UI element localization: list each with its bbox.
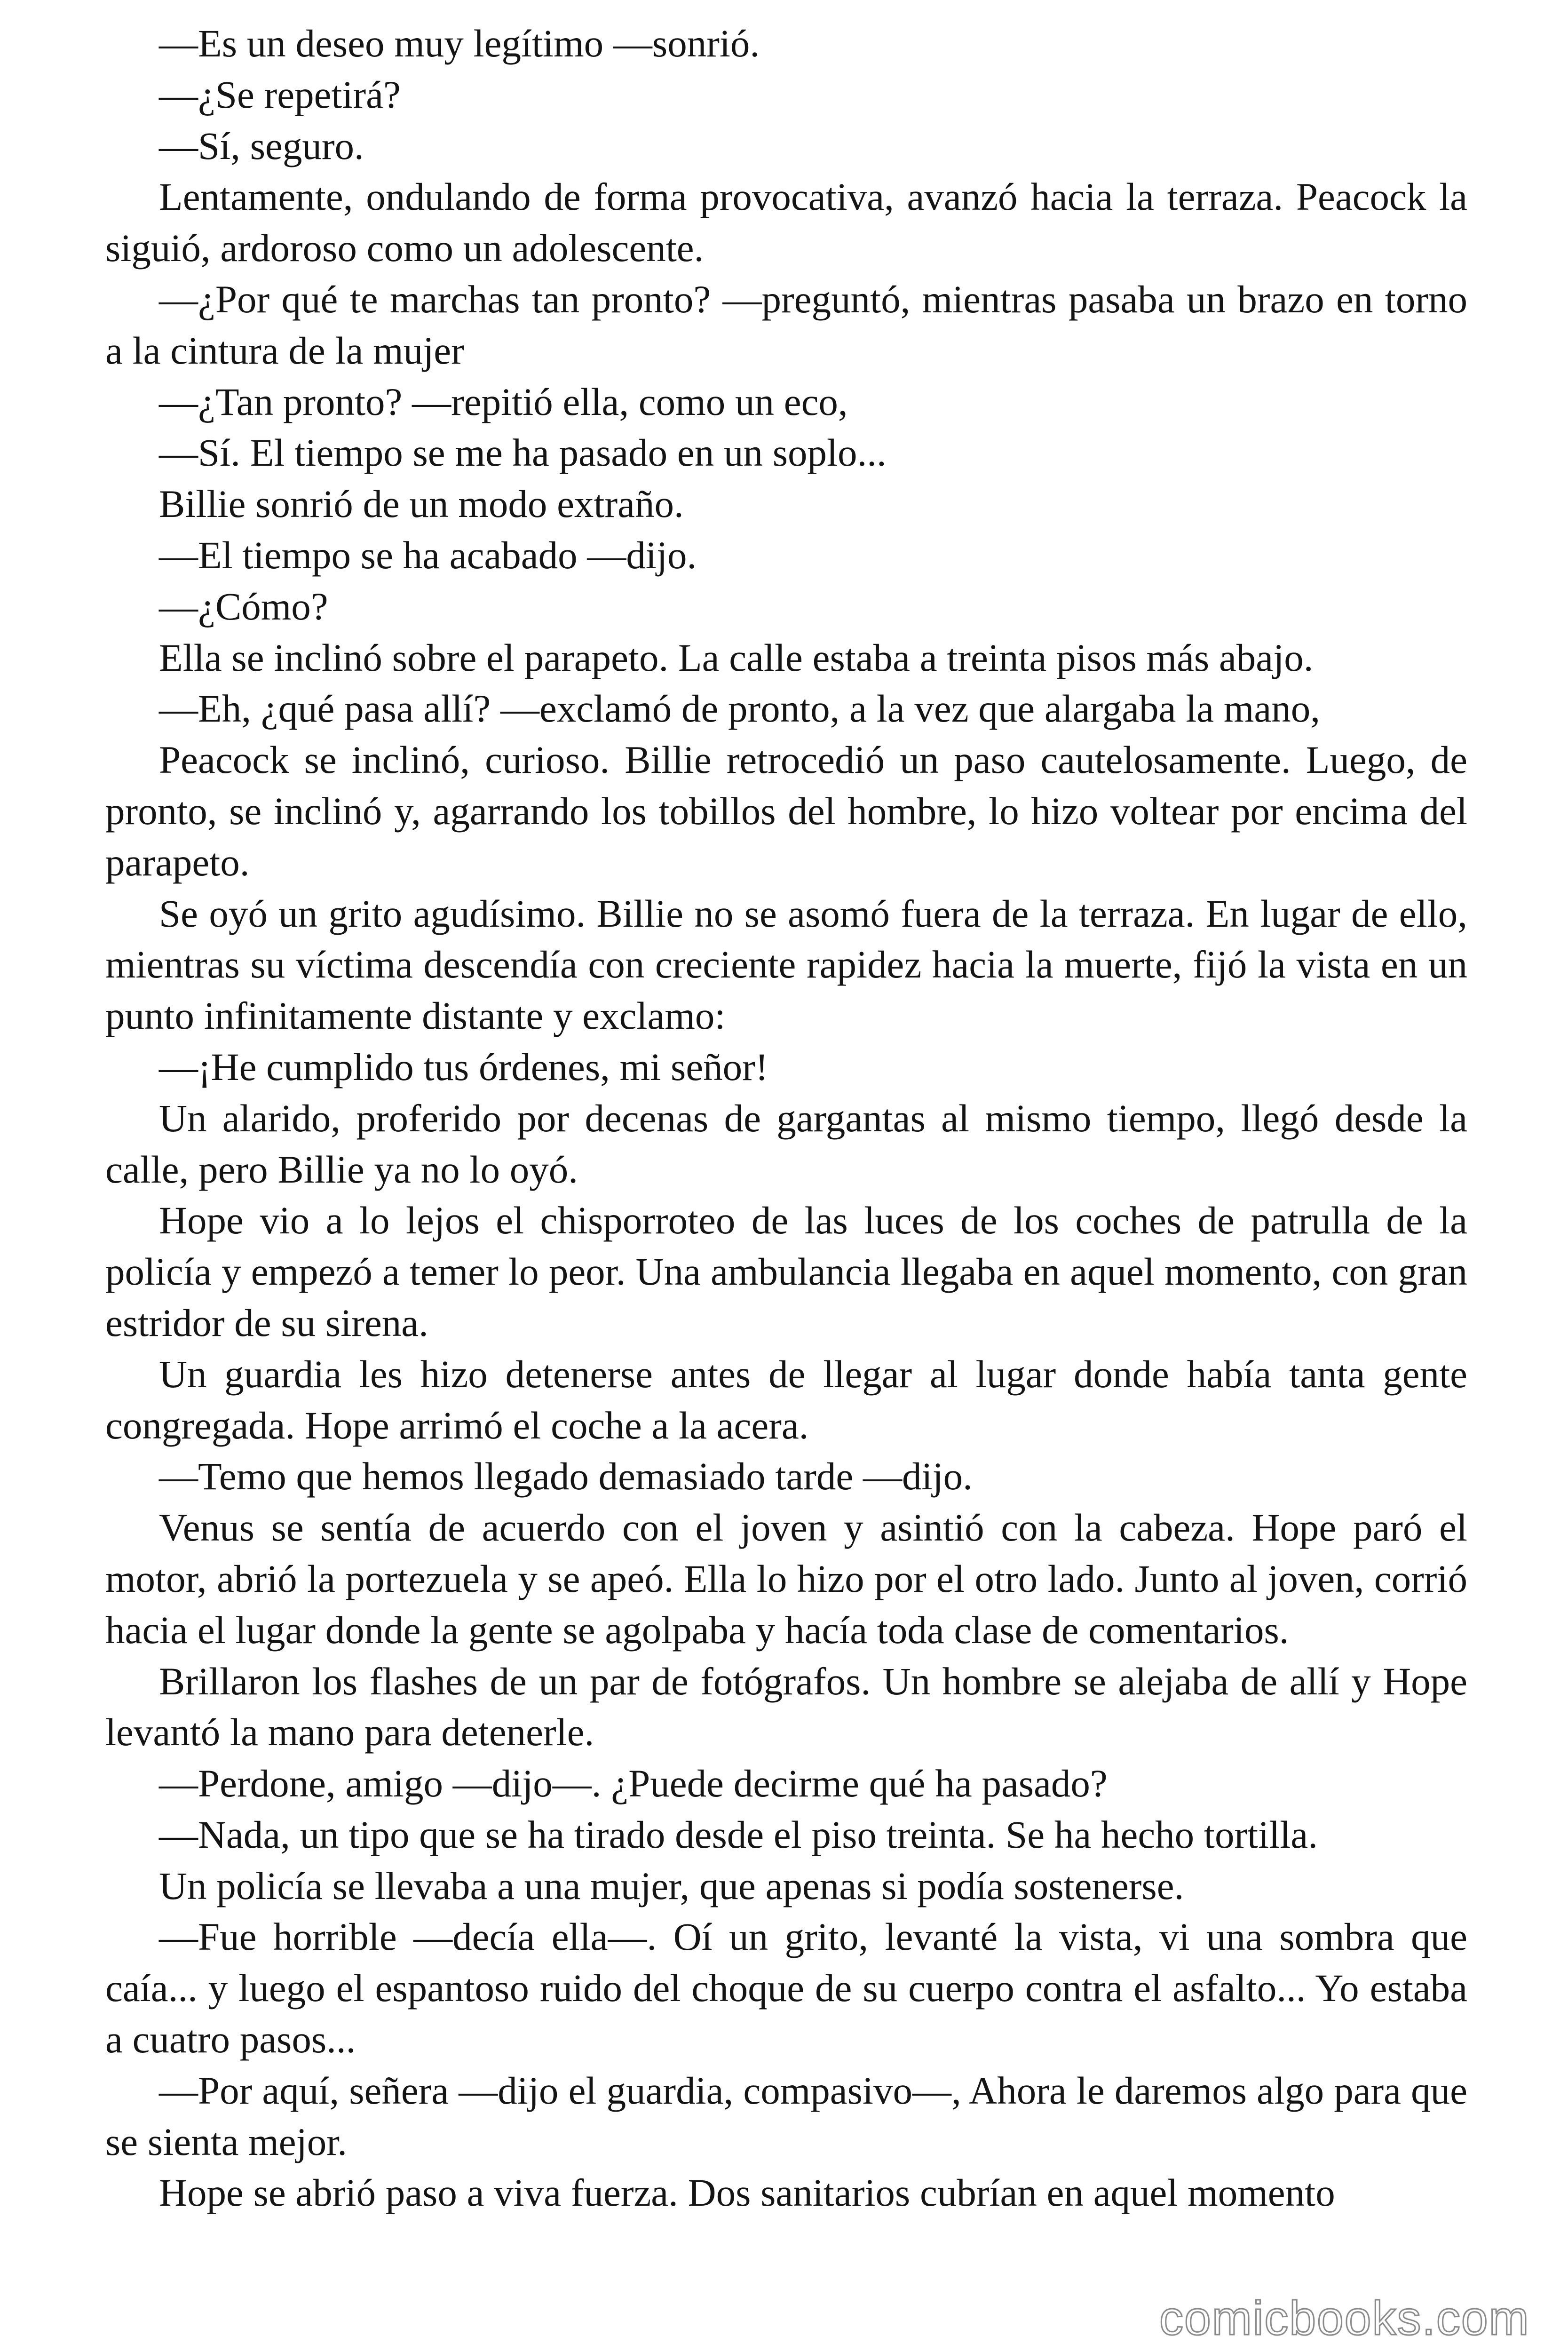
paragraph: Se oyó un grito agudísimo. Billie no se asomó fuera de la terraza. En lugar de ello, mientras su víctima descendía con creciente rapidez hacia la muerte, fijó la vista en un punto infinitamente distante y exclamo: [105,891,1467,1038]
paragraph: Venus se sentía de acuerdo con el joven y asintió con la cabeza. Hope paró el motor, abrió la portezuela y se apeó. Ella lo hizo por el otro lado. Junto al joven, corrió hacia el lugar donde la gente se agolpaba y hacía toda clase de comentarios. [105,1506,1467,1652]
paragraph: —Temo que hemos llegado demasiado tarde —dijo. [159,1454,973,1498]
paragraph: —Es un deseo muy legítimo —sonrió. [159,22,760,65]
paragraph: Brillaron los flashes de un par de fotógrafos. Un hombre se alejaba de allí y Hope levantó la mano para detenerle. [105,1659,1467,1754]
paragraph: Ella se inclinó sobre el parapeto. La calle estaba a treinta pisos más abajo. [159,636,1314,679]
page-body [105,18,1467,2218]
paragraph: Hope se abrió paso a viva fuerza. Dos sanitarios cubrían en aquel momento [159,2171,1335,2215]
paragraph: —Sí, seguro. [159,124,364,167]
paragraph: —El tiempo se ha acabado —dijo. [159,533,697,577]
paragraph: Un alarido, proferido por decenas de gargantas al mismo tiempo, llegó desde la calle, pero Billie ya no lo oyó. [105,1096,1467,1191]
paragraph: Hope vio a lo lejos el chisporroteo de las luces de los coches de patrulla de la policía y empezó a temer lo peor. Una ambulancia llegaba en aquel momento, con gran estridor de su sirena. [105,1199,1467,1344]
paragraph: —Fue horrible —decía ella—. Oí un grito, levanté la vista, vi una sombra que caía... y luego el espantoso ruido del choque de su cuerpo contra el asfalto... Yo estaba a cuatro pasos... [105,1915,1467,2061]
paragraph: Un guardia les hizo detenerse antes de llegar al lugar donde había tanta gente congregada. Hope arrimó el coche a la acera. [105,1352,1467,1447]
paragraph: —¿Tan pronto? —repitió ella, como un eco, [159,380,848,423]
paragraph: Lentamente, ondulando de forma provocativa, avanzó hacia la terraza. Peacock la siguió, ardoroso como un adolescente. [105,175,1467,270]
paragraph: —¿Por qué te marchas tan pronto? —preguntó, mientras pasaba un brazo en torno a la cintura de la mujer [105,277,1467,372]
paragraph: —¡He cumplido tus órdenes, mi señor! [159,1045,768,1089]
paragraph: Peacock se inclinó, curioso. Billie retrocedió un paso cautelosamente. Luego, de pronto, se inclinó y, agarrando los tobillos del hombre, lo hizo voltear por encima del parapeto. [105,738,1467,884]
watermark: comicbooks.com [1159,2291,1530,2345]
paragraph: Billie sonrió de un modo extraño. [159,482,684,526]
paragraph: —Eh, ¿qué pasa allí? —exclamó de pronto, a la vez que alargaba la mano, [159,687,1321,731]
paragraph: —Por aquí, señera —dijo el guardia, compasivo—, Ahora le daremos algo para que se sienta mejor. [105,2068,1467,2163]
paragraph: —¿Cómo? [159,584,328,628]
paragraph: —Sí. El tiempo se me ha pasado en un soplo... [159,431,887,475]
paragraph: —¿Se repetirá? [159,72,401,116]
paragraph: —Nada, un tipo que se ha tirado desde el piso treinta. Se ha hecho tortilla. [159,1812,1318,1856]
paragraph: Un policía se llevaba a una mujer, que apenas si podía sostenerse. [159,1864,1184,1907]
paragraph: —Perdone, amigo —dijo—. ¿Puede decirme qué ha pasado? [159,1762,1108,1805]
